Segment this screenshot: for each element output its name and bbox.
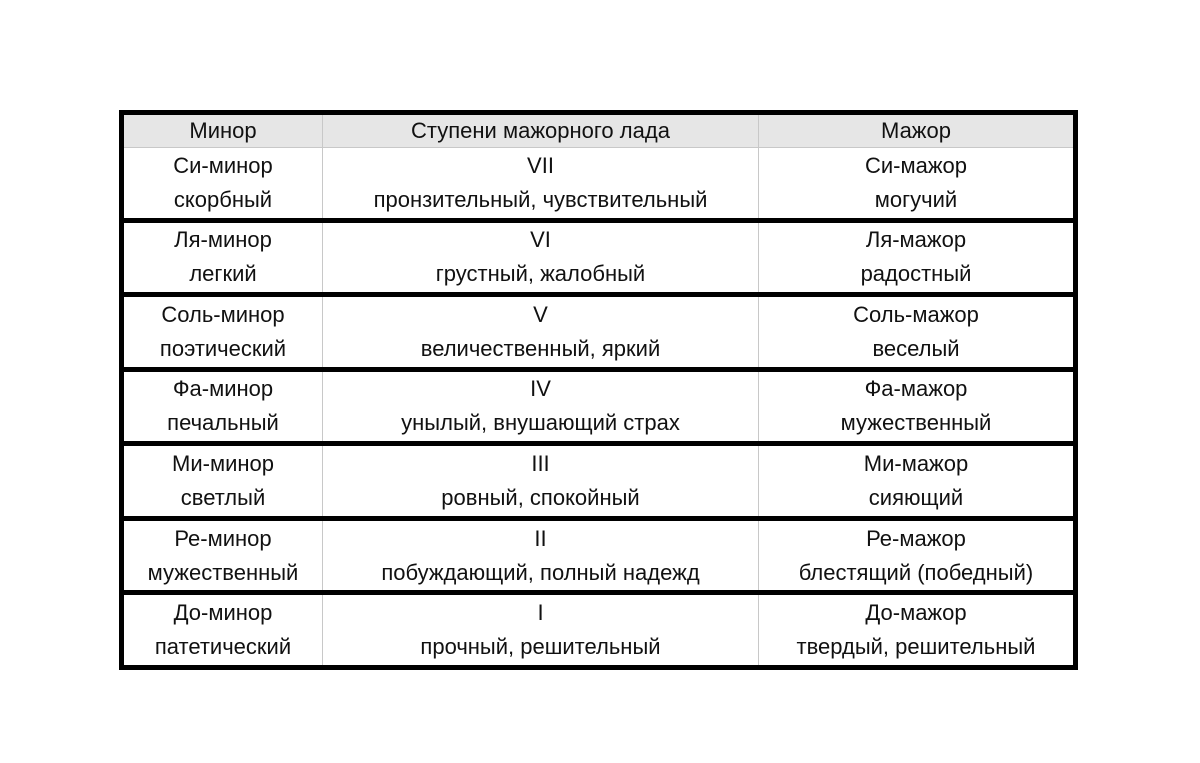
- major-cell: [759, 518, 1076, 593]
- header-minor: Минор: [122, 113, 323, 148]
- minor-cell: [122, 369, 323, 444]
- minor-mood: скорбный: [173, 186, 273, 212]
- minor-key: Си-минор: [173, 152, 273, 178]
- minor-mood: патетический: [154, 634, 292, 660]
- major-key: Ми-мажор: [863, 451, 969, 476]
- major-cell: [759, 220, 1076, 295]
- degree-mood: ровный, спокойный: [441, 485, 640, 510]
- minor-cell: [122, 444, 323, 519]
- minor-key: Ля-минор: [174, 227, 272, 253]
- degree-mood: побуждающий, полный надежд: [381, 559, 700, 585]
- degree-cell: [323, 295, 759, 370]
- degree-mood: грустный, жалобный: [435, 261, 646, 287]
- degree-cell: [323, 593, 759, 668]
- table-row: [122, 444, 1076, 519]
- minor-cell: [122, 295, 323, 370]
- degree-cell: [323, 444, 759, 519]
- minor-key: Ми-минор: [172, 451, 274, 476]
- minor-key: До-минор: [173, 600, 273, 626]
- table-row: [122, 369, 1076, 444]
- minor-cell: [122, 518, 323, 593]
- major-mood: твердый, решительный: [796, 634, 1036, 660]
- degree-number: II: [534, 525, 547, 551]
- degree-number: I: [537, 600, 544, 626]
- minor-key: Соль-минор: [161, 301, 285, 327]
- minor-mood: светлый: [180, 485, 266, 510]
- table-row: [122, 593, 1076, 668]
- minor-mood: поэтический: [159, 335, 287, 361]
- major-cell: [759, 295, 1076, 370]
- degree-mood: унылый, внушающий страх: [401, 410, 680, 436]
- degree-number: VI: [530, 227, 551, 253]
- minor-cell: [122, 220, 323, 295]
- degree-number: III: [531, 451, 550, 476]
- major-key: Ля-мажор: [865, 227, 967, 253]
- degree-number: VII: [527, 152, 554, 178]
- table-header: [122, 113, 1076, 148]
- minor-mood: печальный: [167, 410, 279, 436]
- header-major: Мажор: [759, 113, 1076, 148]
- major-mood: радостный: [860, 261, 972, 287]
- minor-key: Фа-минор: [172, 376, 274, 402]
- degree-cell: [323, 369, 759, 444]
- degree-cell: [323, 518, 759, 593]
- table-row: [122, 220, 1076, 295]
- major-mood: могучий: [874, 186, 958, 212]
- major-key: Си-мажор: [864, 152, 968, 178]
- degree-mood: величественный, яркий: [420, 335, 661, 361]
- minor-cell: [122, 593, 323, 668]
- key-character-table: [119, 110, 1078, 670]
- major-mood: веселый: [872, 335, 960, 361]
- degree-cell: [323, 148, 759, 221]
- major-cell: [759, 444, 1076, 519]
- table-body: [122, 148, 1076, 668]
- major-cell: [759, 148, 1076, 221]
- table-row: [122, 148, 1076, 221]
- header-row: [122, 113, 1076, 148]
- major-cell: [759, 593, 1076, 668]
- major-mood: блестящий (победный): [798, 559, 1034, 585]
- minor-mood: мужественный: [147, 559, 299, 585]
- degree-mood: пронзительный, чувствительный: [373, 186, 708, 212]
- minor-key: Ре-минор: [174, 525, 272, 551]
- table-row: [122, 518, 1076, 593]
- header-degree: Ступени мажорного лада: [323, 113, 759, 148]
- degree-mood: прочный, решительный: [420, 634, 661, 660]
- major-mood: сияющий: [868, 485, 964, 510]
- major-cell: [759, 369, 1076, 444]
- degree-number: V: [533, 301, 548, 327]
- degree-number: IV: [530, 376, 551, 402]
- minor-mood: легкий: [189, 261, 257, 287]
- degree-cell: [323, 220, 759, 295]
- major-key: Фа-мажор: [864, 376, 968, 402]
- major-mood: мужественный: [840, 410, 992, 436]
- major-key: Соль-мажор: [853, 301, 979, 327]
- major-key: Ре-мажор: [866, 525, 966, 551]
- minor-cell: [122, 148, 323, 221]
- major-key: До-мажор: [865, 600, 967, 626]
- table-row: [122, 295, 1076, 370]
